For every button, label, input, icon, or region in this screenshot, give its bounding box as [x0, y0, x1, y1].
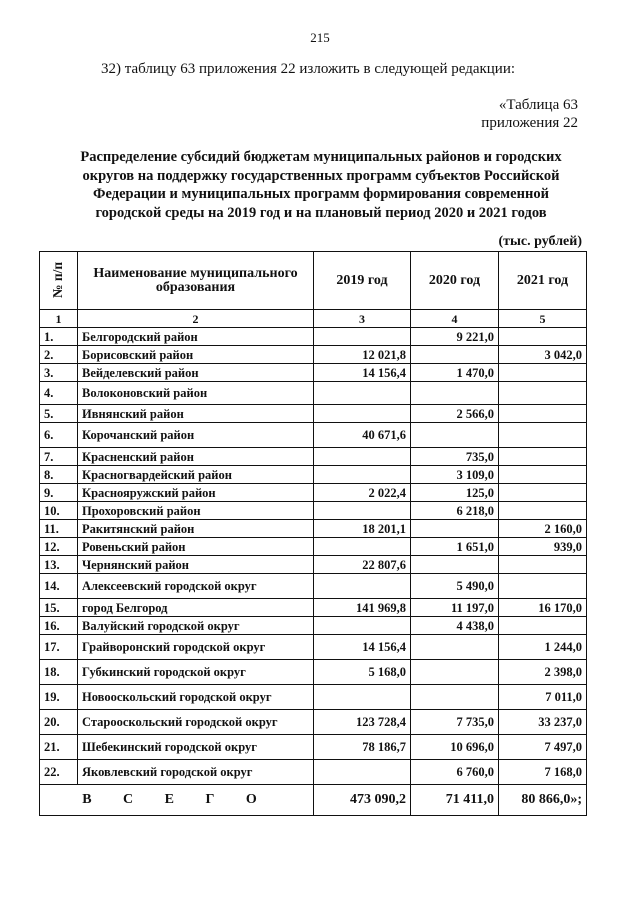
header-row — [40, 252, 587, 310]
value-2021 — [499, 484, 587, 502]
district-name: Борисовский район — [78, 346, 314, 364]
district-name: Новооскольский городской округ — [78, 685, 314, 710]
value-2019 — [314, 574, 411, 599]
value-2019 — [314, 448, 411, 466]
district-name: Корочанский район — [78, 423, 314, 448]
value-2021 — [499, 405, 587, 423]
row-number: 3. — [40, 364, 78, 382]
units-label: (тыс. рублей) — [498, 234, 582, 249]
table-body — [40, 252, 587, 816]
value-2021: 7 011,0 — [499, 685, 587, 710]
value-2019 — [314, 617, 411, 635]
row-number: 5. — [40, 405, 78, 423]
district-name: Краснояружский район — [78, 484, 314, 502]
table-row — [40, 405, 587, 423]
title-line: Распределение субсидий бюджетам муниципальных районов и городских — [80, 149, 562, 165]
district-name: Чернянский район — [78, 556, 314, 574]
table-row — [40, 382, 587, 405]
value-2021: 939,0 — [499, 538, 587, 556]
value-2020: 9 221,0 — [411, 328, 499, 346]
column-number: 1 — [40, 310, 78, 328]
row-number: 15. — [40, 599, 78, 617]
title-line: округов на поддержку государственных программ субъектов Российской — [82, 167, 560, 184]
value-2020: 1 651,0 — [411, 538, 499, 556]
value-2019 — [314, 328, 411, 346]
district-name: Ивнянский район — [78, 405, 314, 423]
value-2019: 141 969,8 — [314, 599, 411, 617]
row-number: 13. — [40, 556, 78, 574]
value-2021: 33 237,0 — [499, 710, 587, 735]
value-2019: 22 807,6 — [314, 556, 411, 574]
district-name: город Белгород — [78, 599, 314, 617]
column-number: 4 — [411, 310, 499, 328]
value-2019 — [314, 382, 411, 405]
subsidy-table — [39, 251, 587, 816]
table-row — [40, 520, 587, 538]
column-number: 3 — [314, 310, 411, 328]
header-2019: 2019 год — [314, 252, 411, 310]
value-2020: 3 109,0 — [411, 466, 499, 484]
district-name: Валуйский городской округ — [78, 617, 314, 635]
value-2021 — [499, 466, 587, 484]
value-2019 — [314, 685, 411, 710]
table-row — [40, 735, 587, 760]
value-2021 — [499, 617, 587, 635]
value-2020: 6 760,0 — [411, 760, 499, 785]
table-row — [40, 556, 587, 574]
value-2021: 3 042,0 — [499, 346, 587, 364]
total-2020: 71 411,0 — [411, 785, 499, 816]
caption-line: «Таблица 63 — [498, 97, 578, 113]
total-row — [40, 785, 587, 816]
row-number: 10. — [40, 502, 78, 520]
district-name: Губкинский городской округ — [78, 660, 314, 685]
header-2020: 2020 год — [411, 252, 499, 310]
value-2021: 7 168,0 — [499, 760, 587, 785]
value-2019: 5 168,0 — [314, 660, 411, 685]
row-number: 1. — [40, 328, 78, 346]
column-number: 5 — [499, 310, 587, 328]
district-name: Волоконовский район — [78, 382, 314, 405]
table-row — [40, 538, 587, 556]
value-2019: 78 186,7 — [314, 735, 411, 760]
value-2020: 4 438,0 — [411, 617, 499, 635]
table-row — [40, 574, 587, 599]
table-row — [40, 617, 587, 635]
value-2020: 2 566,0 — [411, 405, 499, 423]
total-label: В С Е Г О — [40, 785, 314, 816]
value-2019 — [314, 405, 411, 423]
value-2021: 2 398,0 — [499, 660, 587, 685]
row-number: 8. — [40, 466, 78, 484]
table-row — [40, 502, 587, 520]
value-2020 — [411, 660, 499, 685]
table-row — [40, 685, 587, 710]
row-number: 16. — [40, 617, 78, 635]
title-line: Федерации и муниципальных программ формирования современной — [93, 186, 549, 202]
district-name: Красненский район — [78, 448, 314, 466]
value-2020: 10 696,0 — [411, 735, 499, 760]
value-2021 — [499, 382, 587, 405]
caption-line: приложения 22 — [481, 115, 578, 131]
district-name: Яковлевский городской округ — [78, 760, 314, 785]
table-row — [40, 599, 587, 617]
row-number: 18. — [40, 660, 78, 685]
title-line: городской среды на 2019 год и на плановый период 2020 и 2021 годов — [95, 204, 547, 221]
row-number: 11. — [40, 520, 78, 538]
row-number: 6. — [40, 423, 78, 448]
column-number: 2 — [78, 310, 314, 328]
district-name: Белгородский район — [78, 328, 314, 346]
header-number — [40, 252, 78, 310]
row-number: 12. — [40, 538, 78, 556]
table-row — [40, 660, 587, 685]
table-caption — [481, 96, 578, 132]
value-2020 — [411, 685, 499, 710]
value-2021 — [499, 556, 587, 574]
value-2019 — [314, 760, 411, 785]
value-2020: 6 218,0 — [411, 502, 499, 520]
row-number: 17. — [40, 635, 78, 660]
row-number: 19. — [40, 685, 78, 710]
column-number-row — [40, 310, 587, 328]
table-row — [40, 635, 587, 660]
value-2020: 1 470,0 — [411, 364, 499, 382]
value-2019: 2 022,4 — [314, 484, 411, 502]
value-2019 — [314, 466, 411, 484]
table-row — [40, 710, 587, 735]
district-name: Ракитянский район — [78, 520, 314, 538]
value-2020: 5 490,0 — [411, 574, 499, 599]
value-2020 — [411, 382, 499, 405]
value-2021 — [499, 364, 587, 382]
row-number: 4. — [40, 382, 78, 405]
value-2021 — [499, 423, 587, 448]
row-number: 2. — [40, 346, 78, 364]
value-2021: 2 160,0 — [499, 520, 587, 538]
value-2020: 11 197,0 — [411, 599, 499, 617]
document-title — [60, 148, 582, 222]
header-name: Наименование муниципального образования — [78, 252, 314, 310]
table-row — [40, 346, 587, 364]
district-name: Алексеевский городской округ — [78, 574, 314, 599]
row-number: 14. — [40, 574, 78, 599]
total-2021: 80 866,0»; — [499, 785, 587, 816]
value-2019: 12 021,8 — [314, 346, 411, 364]
value-2021 — [499, 502, 587, 520]
value-2019: 14 156,4 — [314, 364, 411, 382]
value-2019: 14 156,4 — [314, 635, 411, 660]
table-row — [40, 448, 587, 466]
district-name: Шебекинский городской округ — [78, 735, 314, 760]
table-row — [40, 760, 587, 785]
intro-text: 32) таблицу 63 приложения 22 изложить в следующей редакции: — [101, 61, 516, 77]
value-2021 — [499, 328, 587, 346]
value-2020 — [411, 635, 499, 660]
district-name: Красногвардейский район — [78, 466, 314, 484]
value-2020 — [411, 346, 499, 364]
value-2021: 7 497,0 — [499, 735, 587, 760]
value-2020 — [411, 556, 499, 574]
row-number: 9. — [40, 484, 78, 502]
header-number-text: № п/п — [50, 261, 66, 299]
total-2019: 473 090,2 — [314, 785, 411, 816]
value-2020 — [411, 520, 499, 538]
value-2020: 125,0 — [411, 484, 499, 502]
table-row — [40, 364, 587, 382]
row-number: 22. — [40, 760, 78, 785]
row-number: 7. — [40, 448, 78, 466]
value-2019 — [314, 538, 411, 556]
table-row — [40, 466, 587, 484]
district-name: Грайворонский городской округ — [78, 635, 314, 660]
value-2019: 18 201,1 — [314, 520, 411, 538]
table-row — [40, 484, 587, 502]
district-name: Прохоровский район — [78, 502, 314, 520]
value-2021: 16 170,0 — [499, 599, 587, 617]
row-number: 20. — [40, 710, 78, 735]
value-2020: 735,0 — [411, 448, 499, 466]
value-2021 — [499, 574, 587, 599]
value-2020: 7 735,0 — [411, 710, 499, 735]
district-name: Старооскольский городской округ — [78, 710, 314, 735]
value-2021: 1 244,0 — [499, 635, 587, 660]
row-number: 21. — [40, 735, 78, 760]
table-row — [40, 328, 587, 346]
table-row — [40, 423, 587, 448]
district-name: Ровеньский район — [78, 538, 314, 556]
district-name: Вейделевский район — [78, 364, 314, 382]
header-2021: 2021 год — [499, 252, 587, 310]
value-2021 — [499, 448, 587, 466]
value-2020 — [411, 423, 499, 448]
value-2019: 40 671,6 — [314, 423, 411, 448]
value-2019: 123 728,4 — [314, 710, 411, 735]
page-number: 215 — [310, 30, 330, 45]
value-2019 — [314, 502, 411, 520]
